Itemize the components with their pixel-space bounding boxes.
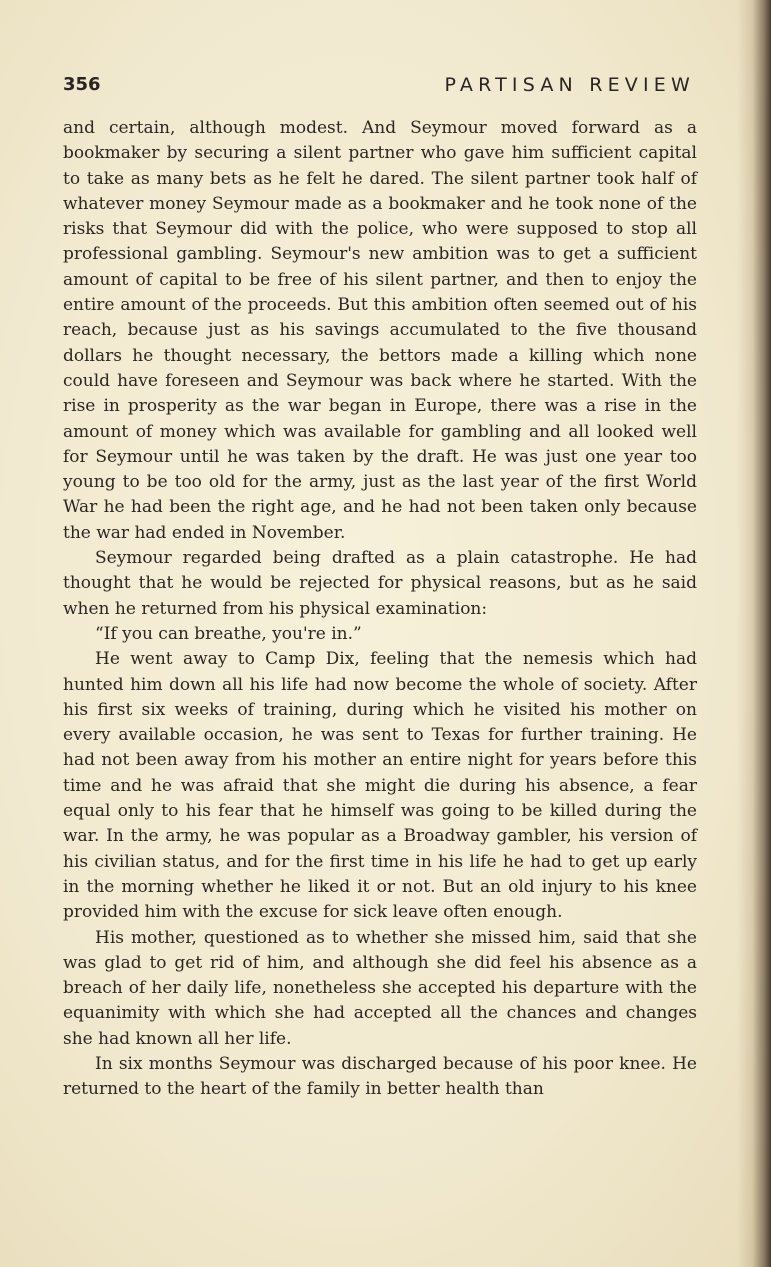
page-number: 356 bbox=[63, 74, 101, 95]
paragraph: and certain, although modest. And Seymour moved forward as a bookmaker by securing a silent partner who gave him sufficient capital to take as many bets as he felt he dared. The silent partner took half of whatever money Seymour made as a bookmaker and he took none of the risks that Seymour did with the police, who were supposed to stop all professional gambling. Seymour's new ambition was to get a sufficient amount of capital to be free of his silent partner, and then to enjoy the entire amount of the proceeds. But this ambition often seemed out of his reach, because just as his savings accumulated to the five thousand dollars he thought necessary, the bettors made a killing which none could have foreseen and Seymour was back where he started. With the rise in prosperity as the war began in Europe, there was a rise in the amount of money which was available for gambling and all looked well for Seymour until he was taken by the draft. He was just one year too young to be too old for the army, just as the last year of the first World War he had been the right age, and he had not been taken only because the war had ended in November. bbox=[63, 118, 697, 543]
page-edge-shadow bbox=[737, 0, 771, 1267]
body-text bbox=[63, 116, 697, 1103]
paragraph: His mother, questioned as to whether she missed him, said that she was glad to get rid of him, and although she did feel his absence as a breach of her daily life, nonetheless she accepted his departure with the equanimity with which she had accepted all the chances and changes she had known all her life. bbox=[63, 927, 697, 1049]
page-header bbox=[63, 74, 695, 104]
quotation: “If you can breathe, you're in.” bbox=[95, 623, 362, 644]
paragraph: In six months Seymour was discharged because of his poor knee. He returned to the heart of the family in better health than bbox=[63, 1053, 697, 1100]
running-head: PARTISAN REVIEW bbox=[444, 74, 695, 96]
paragraph: Seymour regarded being drafted as a plain catastrophe. He had thought that he would be rejected for physical reasons, but as he said when he returned from his physical examination: bbox=[63, 548, 697, 619]
paragraph: He went away to Camp Dix, feeling that the nemesis which had hunted him down all his life had now become the whole of society. After his first six weeks of training, during which he visited his mother on every available occasion, he was sent to Texas for further training. He had not been away from his mother an entire night for years before this time and he was afraid that she might die during his absence, a fear equal only to his fear that he himself was going to be killed during the war. In the army, he was popular as a Broadway gambler, his version of his civilian status, and for the first time in his life he had to get up early in the morning whether he liked it or not. But an old injury to his knee provided him with the excuse for sick leave often enough. bbox=[63, 649, 697, 923]
